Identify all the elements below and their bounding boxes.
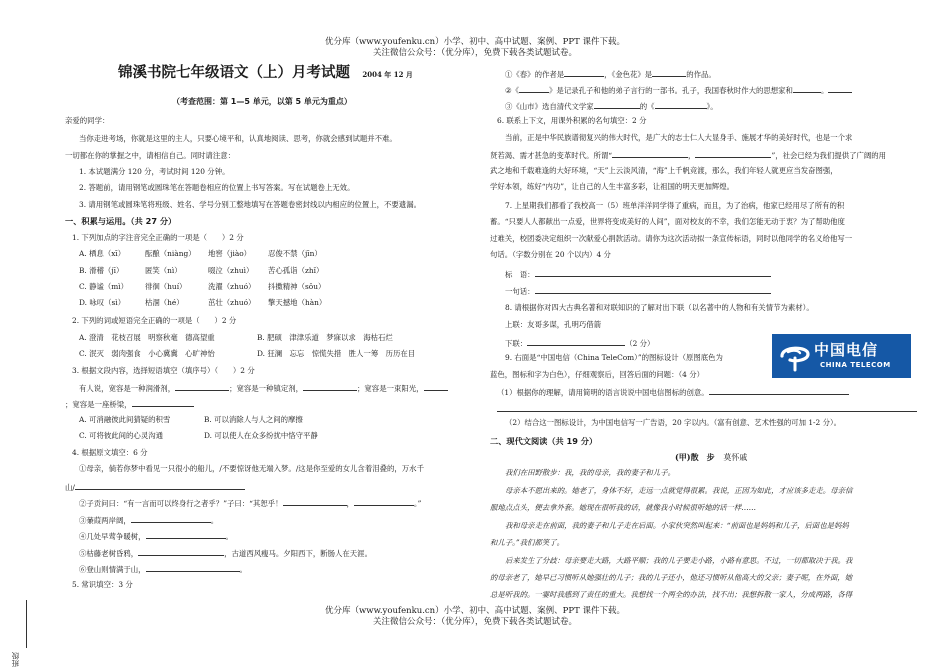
essay-para-1: 我们在田野散步：我，我的母亲，我的妻子和儿子。 — [505, 468, 675, 477]
q5-item-1: ①《春》的作者是 ，《金色花》是 的作品。 — [505, 70, 716, 79]
exam-scope: （考查范围：第 1—5 单元，以第 5 单元为重点） — [172, 97, 352, 106]
q9-para-1: 蓝色，图标和字为白色），仔细观察后，回答后面的问题：（4 分） — [490, 370, 704, 379]
q4-blank-2a[interactable] — [283, 497, 347, 506]
q2-option-c[interactable]: C. 泯灭 弱肉强食 小心冀冀 心旷神怡 — [79, 349, 215, 358]
q4-item-4: ④几处早莺争暖树， 。 — [79, 532, 233, 541]
q5-stem: 5. 常识填空：3 分 — [72, 580, 133, 589]
q4-item-6: ⑥登山则情满于山， 。 — [79, 565, 247, 574]
q6-blank-2[interactable] — [695, 149, 771, 158]
message-input-line[interactable] — [535, 285, 771, 294]
q3-blank-4[interactable] — [132, 398, 194, 407]
q1-stem: 1. 下列加点的字注音完全正确的一项是（ ）2 分 — [72, 233, 244, 242]
essay-para-4b: 的母亲老了，她早已习惯听从她强壮的儿子；我的儿子还小，他还习惯听从他高大的父亲；妻子呢，在外面，她 — [490, 573, 853, 582]
q4-blank-1[interactable] — [75, 481, 245, 490]
q1-option-c[interactable]: C. 静谧（mì） 徘徊（huí） 洗濯（zhuó） 抖擞精神（sǒu） — [79, 282, 326, 291]
q1-option-d[interactable]: D. 咏叹（sì） 枯涸（hé） 茁壮（zhuó） 擎天撼地（hàn） — [79, 298, 327, 307]
q3-text: 有人说，宽容是一种润滑剂， ；宽容是一种镇定剂， ；宽容是一束阳光， — [79, 382, 448, 394]
q7-slogan-row: 标 语： — [505, 268, 771, 280]
note-2: 2. 答题前，请用钢笔或圆珠笔在答题卷相应的位置上书写答案。写在试题卷上无效。 — [79, 183, 355, 192]
q6-stem: 6. 联系上下文，用课外积累的名句填空：2 分 — [497, 116, 647, 125]
q6-para-2: 贤若渴、需才甚急的变革时代。所谓“ ， ”，社会已经为我们提供了广阔的用 — [490, 151, 887, 160]
q5-blank-2[interactable] — [652, 68, 686, 77]
header-line-1: 优分库（www.youfenku.cn）小学、初中、高中试题、案例、PPT 课件下载。 — [325, 37, 625, 47]
q9-sub-1: （1）根据你的理解，请用简明的语言说说中国电信图标的创意。 — [497, 386, 849, 398]
essay-para-4: 后来发生了分歧：母亲要走大路，大路平顺；我的儿子要走小路，小路有意思。不过，一切都取决于我。我 — [505, 556, 853, 565]
footer-line-2: 关注微信公众号：（优分库），免费下载各类试题试卷。 — [372, 617, 577, 627]
q3-option-a: A. 可消融彼此间猜疑的积雪 — [79, 415, 171, 424]
q1-option-b[interactable]: B. 滑稽（jī） 匿笑（nì） 啜泣（zhuì） 苦心孤诣（zhǐ） — [79, 266, 324, 275]
q9-sub-2: （2）结合这一图标设计，为中国电信写一广告语，20 字以内。（富有创意、艺术性强的可加 1-2 分）。 — [505, 418, 842, 427]
q6-para-3: 武之地和千载难逢的大好环境，“天”上云淡风清，“海”上千帆竞渡，那么，我们年轻人就更应当发奋图强， — [490, 166, 838, 175]
q5-item-3: ③《山市》选自清代文学家 的《 》。 — [505, 102, 718, 111]
essay-heading — [675, 452, 747, 463]
essay-para-2: 母亲本不愿出来的。她老了，身体不好，走远一点就觉得很累。我说，正因为如此，才应该多走走。母亲信 — [505, 486, 853, 495]
q4-blank-5[interactable] — [138, 547, 224, 556]
section-2-heading: 二、现代文阅读（共 19 分） — [490, 436, 598, 446]
china-telecom-logo — [772, 334, 911, 378]
q4-stem: 4. 根据原文填空：6 分 — [72, 448, 148, 457]
q2-option-d[interactable]: D. 狂澜 忘忘 惊慌失措 胜人一筹 历历在目 — [257, 349, 416, 358]
exam-title: 锦溪书院七年级语文（上）月考试题 — [118, 65, 350, 81]
china-telecom-emblem-icon — [778, 340, 812, 372]
q3-option-b: B. 可以消除人与人之间的摩擦 — [204, 415, 303, 424]
logo-english-text: CHINA TELECOM — [820, 361, 891, 369]
q4-blank-2b[interactable] — [354, 497, 414, 506]
essay-author: 莫怀戚 — [723, 453, 748, 462]
essay-title: (甲)散 步 — [675, 452, 715, 462]
q7-para-3: 句话。（字数分别在 20 个以内）4 分 — [490, 250, 611, 259]
section-1-heading: 一、积累与运用。（共 27 分） — [65, 216, 177, 226]
binding-margin — [6, 600, 36, 670]
q4-item-3: ③蒹葭两岸阔， 。 — [79, 516, 219, 525]
q6-para-4: 学好本领，练好“内功”，让自己的人生丰富多彩，让祖国的明天更加辉煌。 — [490, 182, 735, 191]
footer-line-1: 优分库（www.youfenku.cn）小学、初中、高中试题、案例、PPT 课件下载。 — [325, 606, 625, 616]
q5-blank-1[interactable] — [564, 68, 604, 77]
q4-blank-4[interactable] — [146, 530, 226, 539]
q5-blank-7[interactable] — [655, 100, 707, 109]
intro-line-2: 一切都在你的掌握之中，请相信自己。同时请注意： — [65, 151, 235, 160]
q8-blank[interactable] — [527, 337, 625, 346]
binding-line — [26, 600, 27, 648]
class-label: 班级 — [11, 652, 20, 667]
q8-upper-couplet: 上联：友哥多谋，孔明巧借箭 — [505, 320, 602, 329]
q9-sub-1-line — [497, 403, 917, 415]
q3-option-d: D. 可以使人在众多纷扰中恪守平静 — [204, 431, 318, 440]
logo-chinese-text: 中国电信 — [814, 341, 879, 359]
q2-option-b[interactable]: B. 肥硕 津津乐道 梦寐以求 海枯石烂 — [257, 333, 393, 342]
q4-blank-3[interactable] — [131, 514, 211, 523]
q3-blank-3[interactable] — [424, 382, 448, 391]
q3-blank-2[interactable] — [303, 382, 357, 391]
q3-stem: 3. 根据文段内容，选择短语填空（填序号）（ ）2 分 — [72, 366, 255, 375]
q7-para-1: 蓄。“只要人人都献出一点爱，世界将变成美好的人间”，面对校友的不幸，我们怎能无动于衷？为了帮助他度 — [490, 217, 845, 226]
essay-para-3b: 和儿子。”我们都笑了。 — [490, 538, 564, 547]
header-line-2: 关注微信公众号：（优分库），免费下载各类试题试卷。 — [372, 48, 577, 58]
q5-blank-6[interactable] — [594, 100, 640, 109]
q2-stem: 2. 下列的词或短语完全正确的一项是（ ）2 分 — [72, 316, 237, 325]
q6-blank-1[interactable] — [612, 149, 688, 158]
exam-date: 2004 年 12 月 — [362, 70, 413, 79]
q8-stem: 8. 请根据你对四大古典名著和对联知识的了解对出下联（以名著中的人物和有关情节为素材）。 — [505, 303, 814, 312]
q4-item-2: ②子贡问曰：“有一言而可以终身行之者乎？”子曰：“其恕乎！ ， 。” — [79, 499, 422, 508]
essay-para-2b: 服地点点头，便去拿外套。她现在很听我的话，就像我小时候很听她的话一样…… — [490, 503, 757, 512]
essay-para-3: 我和母亲走在前面，我的妻子和儿子走在后面。小家伙突然叫起来：“前面也是妈妈和儿子，后面也是妈妈 — [505, 521, 849, 530]
q9-stem: 9. 右面是“中国电信（China TeleCom）”的图标设计（原图底色为 — [505, 353, 723, 362]
slogan-input-line[interactable] — [535, 268, 771, 277]
q3-blank-1[interactable] — [175, 382, 229, 391]
q3-option-c: C. 可将彼此间的心灵沟通 — [79, 431, 163, 440]
q2-option-a[interactable]: A. 澄清 花枝召展 明察秋毫 德高望重 — [79, 333, 215, 342]
q6-para-1: 当前，正是中华民族谱彻复兴的伟大时代，是广大的志士仁人大显身手、施展才华的美好时代，也是一个求 — [505, 133, 853, 142]
q5-blank-3[interactable] — [519, 84, 549, 93]
q7-message-row: 一句话： — [505, 285, 771, 297]
q1-option-a[interactable]: A. 栖息（xī） 酝酿（niàng） 地窖（jiào） 忍俊不禁（jīn） — [79, 249, 322, 258]
intro-line-1: 当你走进考场，你就是这里的主人，只要心境平和，认真地阅读、思考，你就会感到试题并不难。 — [79, 134, 397, 143]
q3-text-2: ；宽容是一座桥梁， — [65, 398, 194, 410]
q7-para-2: 过难关，校团委决定组织一次献爱心捐款活动。请你为这次活动拟一条宣传标语，同时以他同学的名义给他写一 — [490, 234, 853, 243]
essay-para-4c: 总是听我的。一霎时我感到了责任的重大。我想找一个两全的办法，找不出；我想拆散一家人，分成两路，各得 — [490, 590, 853, 599]
note-3: 3. 请用钢笔或圆珠笔将班级、姓名、学号分别工整地填写在答题卷密封线以内相应的位置上，不要遗漏。 — [79, 200, 421, 209]
q7-stem: 7. 上星期我们都看了我校高一（5）班单洋洋同学得了重病，而且，为了治病，他家已经用尽了所有的积 — [505, 201, 845, 210]
note-1: 1. 本试题满分 120 分，考试时间 120 分钟。 — [79, 167, 230, 176]
exam-title-row — [118, 65, 413, 81]
q4-item-1b: 山/ — [65, 481, 245, 493]
q9-blank-1b[interactable] — [497, 403, 917, 412]
q4-blank-6[interactable] — [146, 563, 240, 572]
q5-blank-4[interactable] — [793, 84, 821, 93]
q9-blank-1[interactable] — [709, 386, 849, 395]
q8-lower-couplet-row: 下联： （2 分） — [505, 339, 655, 348]
q5-blank-5[interactable] — [828, 84, 852, 93]
q5-item-2: ②《 》是记录孔子和他的弟子言行的一部书。孔子，我国春秋时作大的思想家和 。 — [505, 84, 852, 96]
q4-item-5: ⑤枯藤老树昏鸦， ，古道西风瘦马。夕阳西下，断肠人在天涯。 — [79, 549, 372, 558]
q4-item-1: ①母亲，倘若你梦中看见一只很小的船儿，/不要惊讶他无端入梦。/这是你至爱的女儿含着泪叠的，万水千 — [79, 464, 424, 473]
greeting: 亲爱的同学： — [65, 116, 110, 125]
